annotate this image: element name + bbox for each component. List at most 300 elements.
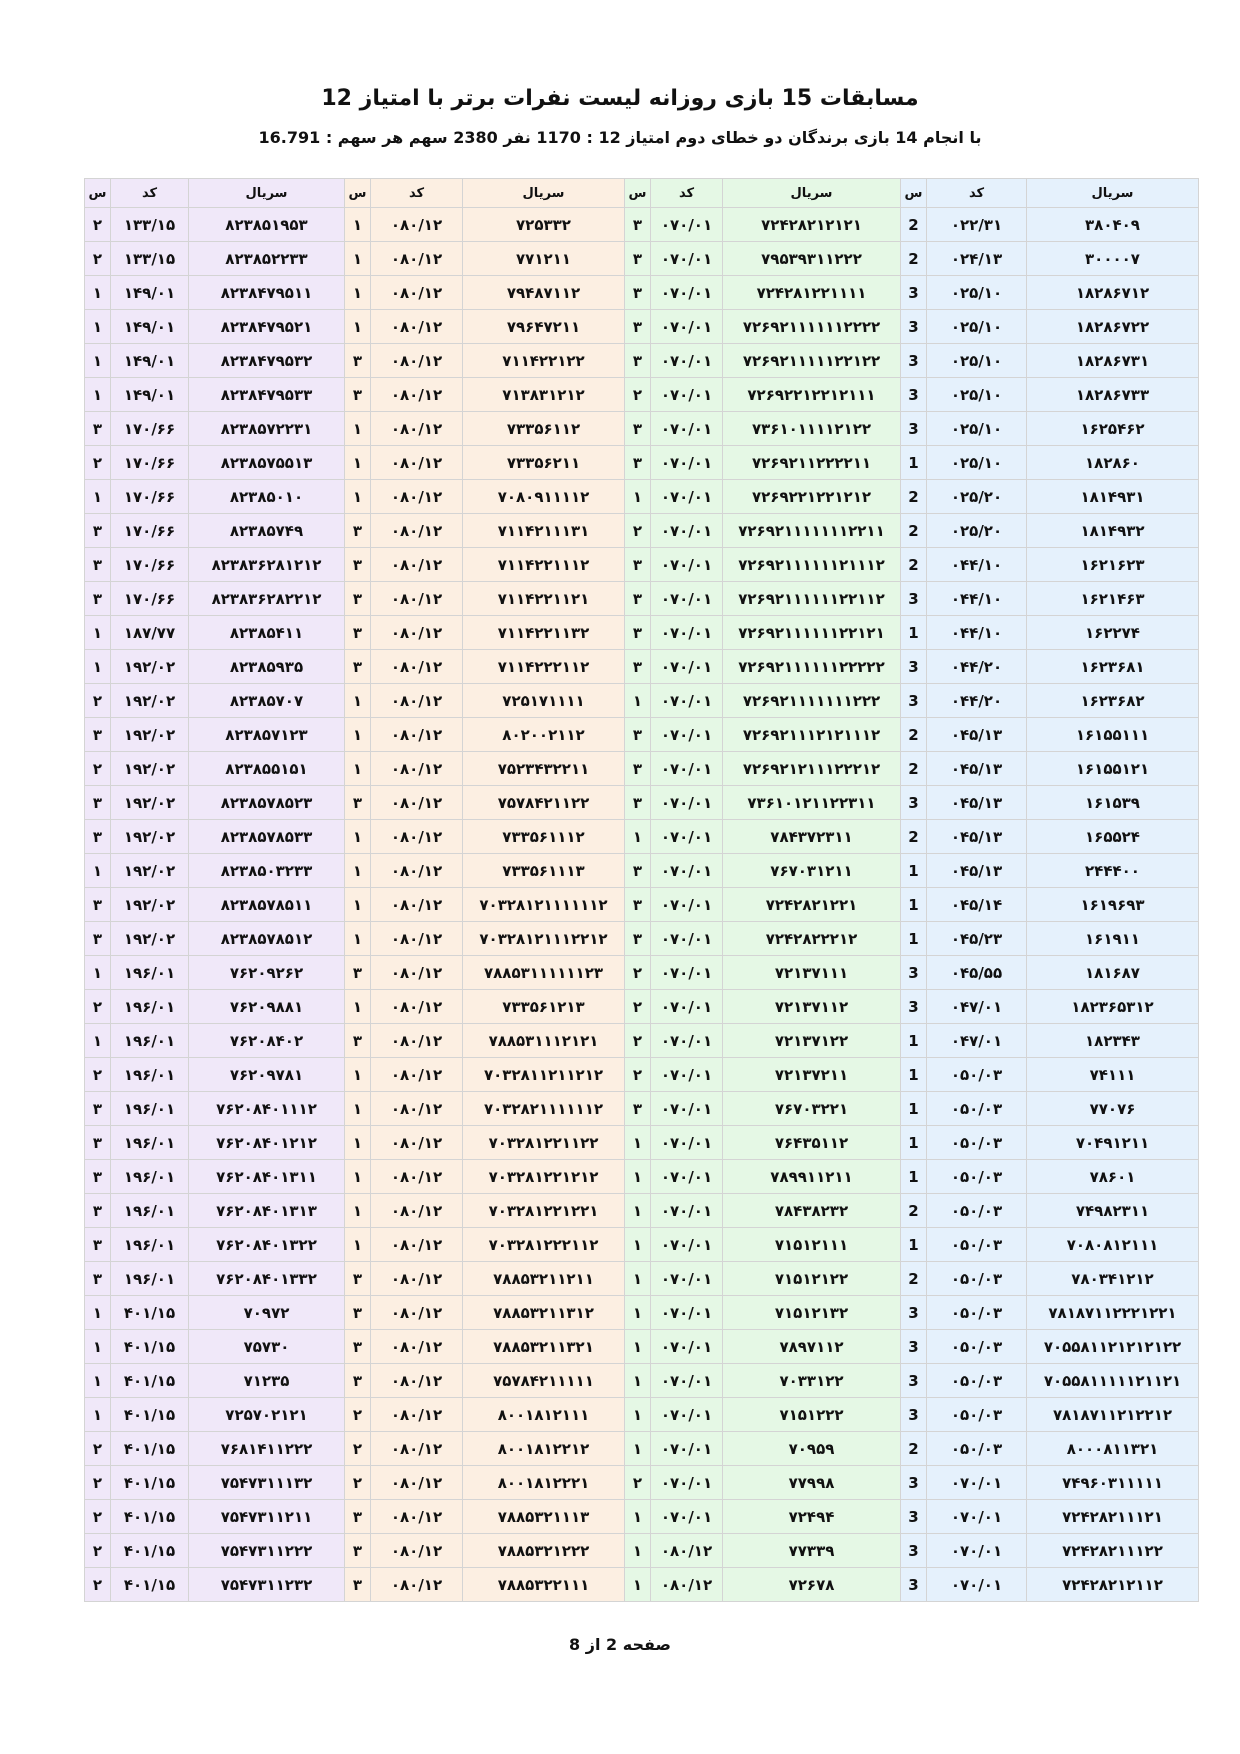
cell-count: ۱	[345, 412, 371, 446]
cell-serial: ۷۲۱۳۷۱۱۲	[723, 990, 901, 1024]
cell-count: ۱	[345, 1160, 371, 1194]
cell-code: ۰۸۰/۱۲	[371, 922, 463, 956]
table-row	[85, 1534, 1199, 1568]
table-row	[85, 1364, 1199, 1398]
cell-count: ۲	[345, 1466, 371, 1500]
cell-count: ۲	[345, 1432, 371, 1466]
cell-code: ۰۸۰/۱۲	[371, 310, 463, 344]
cell-count: ۱	[85, 1330, 111, 1364]
cell-serial: ۸۲۳۸۵۵۱۵۱	[189, 752, 345, 786]
cell-code: ۰۷۰/۰۱	[651, 1160, 723, 1194]
cell-serial: ۷۷۰۷۶	[1027, 1092, 1199, 1126]
cell-serial: ۱۶۲۳۶۸۲	[1027, 684, 1199, 718]
cell-serial: ۸۲۳۸۵۰۳۲۳۳	[189, 854, 345, 888]
table-row	[85, 1432, 1199, 1466]
cell-serial: ۷۱۱۴۲۲۲۱۱۲	[463, 650, 625, 684]
cell-serial: ۷۵۴۷۳۱۱۲۳۲	[189, 1568, 345, 1602]
cell-serial: ۷۲۴۲۸۲۱۱۱۲۲	[1027, 1534, 1199, 1568]
cell-code: ۰۴۴/۱۰	[927, 548, 1027, 582]
cell-count: 1	[901, 922, 927, 956]
cell-count: ۱	[625, 1364, 651, 1398]
cell-serial: ۷۲۶۹۲۱۱۱۱۱۱۱۲۲۲	[723, 684, 901, 718]
cell-serial: ۱۶۱۹۶۹۳	[1027, 888, 1199, 922]
cell-serial: ۷۲۵۷۰۲۱۲۱	[189, 1398, 345, 1432]
cell-code: ۴۰۱/۱۵	[111, 1500, 189, 1534]
cell-serial: ۱۶۵۵۲۴	[1027, 820, 1199, 854]
cell-code: ۰۷۰/۰۱	[651, 446, 723, 480]
table-row	[85, 1500, 1199, 1534]
cell-serial: ۷۵۴۷۳۱۱۲۲۲	[189, 1534, 345, 1568]
cell-count: 3	[901, 990, 927, 1024]
cell-count: ۲	[85, 684, 111, 718]
cell-code: ۰۸۰/۱۲	[371, 1330, 463, 1364]
cell-serial: ۱۶۲۳۶۸۱	[1027, 650, 1199, 684]
cell-code: ۰۸۰/۱۲	[371, 276, 463, 310]
header-code: کد	[111, 179, 189, 208]
cell-serial: ۷۰۳۲۸۱۲۲۲۱۱۲	[463, 1228, 625, 1262]
cell-count: 1	[901, 1058, 927, 1092]
cell-serial: ۷۱۱۴۲۱۱۱۳۱	[463, 514, 625, 548]
table-row	[85, 1126, 1199, 1160]
cell-count: ۱	[345, 480, 371, 514]
cell-code: ۰۷۰/۰۱	[651, 378, 723, 412]
cell-serial: ۷۲۱۳۷۱۲۲	[723, 1024, 901, 1058]
cell-code: ۴۰۱/۱۵	[111, 1534, 189, 1568]
cell-code: ۰۸۰/۱۲	[371, 1296, 463, 1330]
cell-serial: ۸۰۲۰۰۲۱۱۲	[463, 718, 625, 752]
cell-code: ۰۷۰/۰۱	[651, 412, 723, 446]
cell-count: ۳	[625, 854, 651, 888]
cell-count: ۱	[85, 378, 111, 412]
cell-code: ۰۵۰/۰۳	[927, 1432, 1027, 1466]
cell-serial: ۷۷۱۲۱۱	[463, 242, 625, 276]
table-row	[85, 956, 1199, 990]
cell-code: ۰۸۰/۱۲	[371, 718, 463, 752]
cell-count: ۲	[85, 1534, 111, 1568]
cell-code: ۰۷۰/۰۱	[927, 1466, 1027, 1500]
cell-count: ۳	[625, 616, 651, 650]
cell-serial: ۱۸۲۸۶۷۳۱	[1027, 344, 1199, 378]
cell-code: ۰۴۵/۵۵	[927, 956, 1027, 990]
cell-count: ۳	[625, 548, 651, 582]
cell-serial: ۸۲۳۸۴۷۹۵۳۲	[189, 344, 345, 378]
cell-serial: ۷۰۸۰۸۱۲۱۱۱	[1027, 1228, 1199, 1262]
table-row	[85, 1194, 1199, 1228]
cell-serial: ۸۲۳۸۴۷۹۵۲۱	[189, 310, 345, 344]
cell-serial: ۷۶۲۰۹۸۸۱	[189, 990, 345, 1024]
cell-code: ۴۰۱/۱۵	[111, 1364, 189, 1398]
cell-code: ۰۴۷/۰۱	[927, 1024, 1027, 1058]
cell-serial: ۸۲۳۸۵۷۸۵۳۳	[189, 820, 345, 854]
cell-serial: ۷۲۶۹۲۱۲۱۱۱۲۲۲۱۲	[723, 752, 901, 786]
cell-code: ۰۵۰/۰۳	[927, 1194, 1027, 1228]
cell-serial: ۷۶۲۰۸۴۰۱۳۱۳	[189, 1194, 345, 1228]
cell-serial: ۷۹۵۳۹۳۱۱۲۲۲	[723, 242, 901, 276]
cell-count: 2	[901, 548, 927, 582]
cell-serial: ۸۰۰۱۸۱۲۲۱۲	[463, 1432, 625, 1466]
cell-code: ۰۴۵/۲۳	[927, 922, 1027, 956]
cell-code: ۰۸۰/۱۲	[371, 1262, 463, 1296]
cell-count: 3	[901, 1398, 927, 1432]
cell-count: ۱	[625, 684, 651, 718]
cell-code: ۰۸۰/۱۲	[371, 1568, 463, 1602]
cell-serial: ۸۲۳۸۵۷۴۹	[189, 514, 345, 548]
cell-serial: ۷۲۶۹۲۱۱۱۱۱۱۲۲۲۲	[723, 310, 901, 344]
cell-serial: ۸۲۳۸۵۴۱۱	[189, 616, 345, 650]
header-serial: سریال	[723, 179, 901, 208]
cell-code: ۴۰۱/۱۵	[111, 1296, 189, 1330]
cell-count: ۳	[85, 1126, 111, 1160]
cell-code: ۱۹۶/۰۱	[111, 1194, 189, 1228]
page-title: مسابقات 15 بازی روزانه لیست نفرات برتر با امتیاز 12	[321, 86, 919, 111]
cell-serial: ۸۲۳۸۳۶۲۸۱۲۱۲	[189, 548, 345, 582]
cell-count: ۲	[625, 1024, 651, 1058]
cell-count: 3	[901, 310, 927, 344]
cell-serial: ۷۱۱۴۲۲۱۱۳۲	[463, 616, 625, 650]
cell-serial: ۷۱۵۱۲۲۲	[723, 1398, 901, 1432]
cell-serial: ۷۸۴۳۷۲۳۱۱	[723, 820, 901, 854]
cell-code: ۰۴۵/۱۳	[927, 752, 1027, 786]
cell-serial: ۷۸۹۷۱۱۲	[723, 1330, 901, 1364]
cell-code: ۰۸۰/۱۲	[371, 548, 463, 582]
cell-serial: ۷۰۳۲۸۱۱۲۱۱۲۱۲	[463, 1058, 625, 1092]
cell-code: ۱۹۲/۰۲	[111, 888, 189, 922]
cell-code: ۰۸۰/۱۲	[371, 344, 463, 378]
cell-count: ۱	[625, 1500, 651, 1534]
cell-serial: ۱۸۱۴۹۳۱	[1027, 480, 1199, 514]
cell-serial: ۷۸۸۵۳۲۱۱۳۱۲	[463, 1296, 625, 1330]
cell-serial: ۸۲۳۸۴۷۹۵۱۱	[189, 276, 345, 310]
cell-code: ۰۷۰/۰۱	[651, 548, 723, 582]
cell-count: ۲	[345, 1398, 371, 1432]
header-count: س	[625, 179, 651, 208]
cell-count: 2	[901, 1194, 927, 1228]
cell-count: ۳	[345, 1262, 371, 1296]
cell-code: ۱۳۳/۱۵	[111, 242, 189, 276]
table-row	[85, 514, 1199, 548]
cell-count: ۱	[345, 1126, 371, 1160]
cell-code: ۱۹۲/۰۲	[111, 854, 189, 888]
cell-count: ۱	[625, 1534, 651, 1568]
cell-serial: ۱۸۲۸۶۷۳۳	[1027, 378, 1199, 412]
cell-code: ۰۸۰/۱۲	[371, 480, 463, 514]
cell-code: ۰۷۰/۰۱	[651, 1262, 723, 1296]
cell-serial: ۷۳۳۵۶۲۱۱	[463, 446, 625, 480]
cell-code: ۰۸۰/۱۲	[371, 1228, 463, 1262]
cell-count: 1	[901, 1228, 927, 1262]
cell-count: ۱	[345, 684, 371, 718]
cell-serial: ۷۲۶۹۲۱۱۱۲۱۲۱۱۱۲	[723, 718, 901, 752]
cell-count: ۳	[85, 718, 111, 752]
cell-serial: ۷۱۵۱۲۱۲۲	[723, 1262, 901, 1296]
cell-code: ۴۰۱/۱۵	[111, 1398, 189, 1432]
cell-count: ۳	[345, 650, 371, 684]
cell-count: ۱	[85, 1364, 111, 1398]
table-body	[85, 208, 1199, 1602]
cell-code: ۰۸۰/۱۲	[371, 1364, 463, 1398]
cell-count: ۳	[345, 548, 371, 582]
cell-serial: ۷۰۳۲۸۲۱۱۱۱۱۱۲	[463, 1092, 625, 1126]
cell-code: ۱۹۲/۰۲	[111, 684, 189, 718]
cell-count: 3	[901, 650, 927, 684]
cell-count: ۳	[345, 582, 371, 616]
cell-serial: ۸۲۳۸۵۰۱۰	[189, 480, 345, 514]
cell-serial: ۱۶۲۱۴۶۳	[1027, 582, 1199, 616]
cell-serial: ۲۴۴۴۰۰	[1027, 854, 1199, 888]
cell-serial: ۷۶۲۰۸۴۰۱۳۳۲	[189, 1262, 345, 1296]
cell-code: ۰۸۰/۱۲	[371, 956, 463, 990]
cell-count: ۳	[625, 752, 651, 786]
cell-serial: ۷۲۶۹۲۱۱۱۱۱۱۲۲۱۲۱	[723, 616, 901, 650]
cell-code: ۱۹۲/۰۲	[111, 752, 189, 786]
cell-count: ۱	[625, 1398, 651, 1432]
cell-code: ۱۴۹/۰۱	[111, 310, 189, 344]
page-number: صفحه 2 از 8	[569, 1635, 671, 1654]
cell-serial: ۱۸۲۳۴۳	[1027, 1024, 1199, 1058]
page-subtitle: با انجام 14 بازی برندگان دو خطای دوم امتیاز 12 : 1170 نفر 2380 سهم هر سهم : 16.791	[258, 128, 982, 147]
table-row	[85, 820, 1199, 854]
cell-code: ۱۴۹/۰۱	[111, 378, 189, 412]
cell-code: ۰۷۰/۰۱	[651, 684, 723, 718]
cell-serial: ۷۰۳۲۸۱۲۲۱۱۲۲	[463, 1126, 625, 1160]
header-serial: سریال	[1027, 179, 1199, 208]
cell-count: 2	[901, 1432, 927, 1466]
cell-count: 2	[901, 514, 927, 548]
cell-serial: ۷۰۹۷۲	[189, 1296, 345, 1330]
cell-serial: ۱۸۲۸۶۰	[1027, 446, 1199, 480]
cell-count: ۳	[85, 514, 111, 548]
cell-count: ۱	[345, 820, 371, 854]
cell-count: ۳	[625, 650, 651, 684]
cell-count: 2	[901, 718, 927, 752]
cell-count: ۱	[625, 1296, 651, 1330]
cell-serial: ۷۲۴۲۸۲۱۲۲۱	[723, 888, 901, 922]
table-row	[85, 412, 1199, 446]
cell-code: ۰۸۰/۱۲	[371, 1024, 463, 1058]
cell-serial: ۷۲۶۹۲۱۱۱۱۱۱۲۲۲۲۲	[723, 650, 901, 684]
cell-serial: ۷۳۶۱۰۱۱۱۱۲۱۲۲	[723, 412, 901, 446]
results-table	[84, 178, 1199, 1602]
cell-serial: ۱۸۲۸۶۷۲۲	[1027, 310, 1199, 344]
cell-count: 3	[901, 1534, 927, 1568]
cell-code: ۰۴۵/۱۴	[927, 888, 1027, 922]
cell-code: ۰۸۰/۱۲	[371, 616, 463, 650]
cell-serial: ۸۲۳۸۵۱۹۵۳	[189, 208, 345, 242]
cell-serial: ۷۴۹۶۰۳۱۱۱۱۱	[1027, 1466, 1199, 1500]
cell-serial: ۷۶۲۰۸۴۰۲	[189, 1024, 345, 1058]
cell-code: ۰۸۰/۱۲	[371, 1092, 463, 1126]
cell-code: ۰۸۰/۱۲	[371, 990, 463, 1024]
cell-serial: ۷۸۶۰۱	[1027, 1160, 1199, 1194]
cell-code: ۰۵۰/۰۳	[927, 1296, 1027, 1330]
cell-code: ۰۷۰/۰۱	[651, 888, 723, 922]
cell-code: ۰۷۰/۰۱	[651, 1092, 723, 1126]
table-row	[85, 310, 1199, 344]
cell-count: ۳	[85, 820, 111, 854]
cell-count: 1	[901, 1160, 927, 1194]
cell-serial: ۸۲۳۸۵۷۸۵۱۲	[189, 922, 345, 956]
cell-code: ۰۵۰/۰۳	[927, 1364, 1027, 1398]
cell-code: ۰۸۰/۱۲	[371, 1466, 463, 1500]
cell-code: ۰۷۰/۰۱	[651, 752, 723, 786]
cell-code: ۱۹۶/۰۱	[111, 1262, 189, 1296]
cell-code: ۰۸۰/۱۲	[371, 820, 463, 854]
cell-count: 1	[901, 616, 927, 650]
cell-code: ۰۲۵/۱۰	[927, 446, 1027, 480]
table-row	[85, 616, 1199, 650]
cell-serial: ۷۲۱۳۷۲۱۱	[723, 1058, 901, 1092]
header-code: کد	[371, 179, 463, 208]
cell-serial: ۷۵۷۸۴۲۱۱۱۱۱	[463, 1364, 625, 1398]
cell-code: ۰۲۲/۳۱	[927, 208, 1027, 242]
cell-serial: ۸۰۰۰۸۱۱۳۲۱	[1027, 1432, 1199, 1466]
cell-code: ۰۴۵/۱۳	[927, 820, 1027, 854]
cell-count: ۱	[345, 888, 371, 922]
cell-count: ۳	[625, 1092, 651, 1126]
table-row	[85, 1024, 1199, 1058]
cell-serial: ۷۱۱۴۲۲۱۲۲	[463, 344, 625, 378]
cell-code: ۱۹۶/۰۱	[111, 1092, 189, 1126]
table-row	[85, 684, 1199, 718]
cell-serial: ۱۶۲۵۴۶۲	[1027, 412, 1199, 446]
cell-count: ۳	[345, 956, 371, 990]
cell-code: ۰۸۰/۱۲	[371, 854, 463, 888]
table-row	[85, 208, 1199, 242]
cell-serial: ۱۸۱۶۸۷	[1027, 956, 1199, 990]
cell-code: ۰۵۰/۰۳	[927, 1126, 1027, 1160]
cell-count: ۳	[625, 888, 651, 922]
cell-code: ۰۸۰/۱۲	[371, 752, 463, 786]
cell-code: ۰۸۰/۱۲	[371, 208, 463, 242]
cell-count: ۱	[625, 1262, 651, 1296]
cell-code: ۰۷۰/۰۱	[651, 1398, 723, 1432]
cell-count: ۳	[625, 922, 651, 956]
table-row	[85, 1330, 1199, 1364]
cell-code: ۰۲۵/۱۰	[927, 412, 1027, 446]
cell-serial: ۷۸۸۵۳۲۱۱۱۳	[463, 1500, 625, 1534]
cell-code: ۰۴۵/۱۳	[927, 786, 1027, 820]
cell-count: ۱	[625, 1330, 651, 1364]
cell-count: 2	[901, 752, 927, 786]
table-row	[85, 1228, 1199, 1262]
cell-count: ۳	[625, 276, 651, 310]
cell-count: 3	[901, 956, 927, 990]
cell-code: ۰۷۰/۰۱	[651, 956, 723, 990]
cell-serial: ۱۶۱۵۳۹	[1027, 786, 1199, 820]
cell-count: ۱	[345, 1058, 371, 1092]
cell-serial: ۷۰۳۲۸۱۲۱۱۱۱۱۱۲	[463, 888, 625, 922]
cell-count: ۱	[85, 480, 111, 514]
cell-code: ۰۴۵/۱۳	[927, 718, 1027, 752]
cell-count: 3	[901, 1330, 927, 1364]
cell-count: ۳	[345, 1296, 371, 1330]
cell-code: ۱۹۲/۰۲	[111, 650, 189, 684]
cell-count: ۳	[625, 412, 651, 446]
cell-code: ۰۵۰/۰۳	[927, 1398, 1027, 1432]
cell-count: 3	[901, 1466, 927, 1500]
cell-code: ۰۷۰/۰۱	[651, 1466, 723, 1500]
cell-code: ۰۸۰/۱۲	[371, 514, 463, 548]
cell-count: ۱	[345, 922, 371, 956]
table-row	[85, 548, 1199, 582]
cell-serial: ۸۲۳۸۵۷۲۲۳۱	[189, 412, 345, 446]
cell-code: ۰۸۰/۱۲	[371, 888, 463, 922]
cell-serial: ۸۲۳۸۴۷۹۵۳۳	[189, 378, 345, 412]
cell-code: ۰۷۰/۰۱	[651, 480, 723, 514]
cell-serial: ۷۴۹۸۲۳۱۱	[1027, 1194, 1199, 1228]
cell-code: ۰۷۰/۰۱	[651, 650, 723, 684]
cell-code: ۰۸۰/۱۲	[371, 1194, 463, 1228]
cell-serial: ۷۶۷۰۳۱۲۱۱	[723, 854, 901, 888]
cell-count: ۱	[85, 616, 111, 650]
cell-code: ۰۸۰/۱۲	[371, 786, 463, 820]
cell-serial: ۱۶۲۲۷۴	[1027, 616, 1199, 650]
cell-code: ۰۷۰/۰۱	[651, 242, 723, 276]
cell-count: ۳	[345, 1364, 371, 1398]
cell-code: ۱۷۰/۶۶	[111, 514, 189, 548]
cell-code: ۰۵۰/۰۳	[927, 1092, 1027, 1126]
cell-code: ۰۷۰/۰۱	[651, 1432, 723, 1466]
cell-code: ۰۷۰/۰۱	[651, 208, 723, 242]
cell-count: 3	[901, 1500, 927, 1534]
cell-count: ۲	[85, 446, 111, 480]
cell-serial: ۸۲۳۸۵۷۸۵۲۳	[189, 786, 345, 820]
table-row	[85, 446, 1199, 480]
cell-count: ۳	[625, 786, 651, 820]
cell-count: ۳	[345, 786, 371, 820]
cell-count: ۲	[85, 1466, 111, 1500]
cell-code: ۱۹۶/۰۱	[111, 1058, 189, 1092]
cell-serial: ۷۲۴۹۴	[723, 1500, 901, 1534]
cell-count: ۱	[345, 990, 371, 1024]
cell-serial: ۷۱۱۴۲۲۱۱۱۲	[463, 548, 625, 582]
cell-count: ۱	[625, 1432, 651, 1466]
cell-code: ۰۲۵/۱۰	[927, 276, 1027, 310]
cell-serial: ۷۲۶۹۲۲۱۲۲۱۲۱۲	[723, 480, 901, 514]
cell-serial: ۷۹۶۴۷۲۱۱	[463, 310, 625, 344]
header-count: س	[345, 179, 371, 208]
cell-code: ۰۷۰/۰۱	[651, 1296, 723, 1330]
table-row	[85, 752, 1199, 786]
cell-count: ۲	[85, 1568, 111, 1602]
cell-code: ۱۹۶/۰۱	[111, 1126, 189, 1160]
cell-count: ۳	[345, 344, 371, 378]
cell-count: ۱	[625, 1160, 651, 1194]
cell-code: ۰۷۰/۰۱	[651, 276, 723, 310]
cell-code: ۰۷۰/۰۱	[651, 1228, 723, 1262]
cell-serial: ۸۲۳۸۵۲۲۳۳	[189, 242, 345, 276]
cell-count: 2	[901, 208, 927, 242]
cell-serial: ۷۲۱۳۷۱۱۱	[723, 956, 901, 990]
cell-count: ۱	[345, 446, 371, 480]
cell-count: ۳	[345, 1568, 371, 1602]
cell-code: ۰۷۰/۰۱	[651, 1364, 723, 1398]
cell-count: ۱	[345, 718, 371, 752]
cell-count: ۱	[85, 310, 111, 344]
cell-serial: ۱۶۱۹۱۱	[1027, 922, 1199, 956]
cell-code: ۱۹۲/۰۲	[111, 820, 189, 854]
table-row	[85, 854, 1199, 888]
cell-count: ۲	[625, 1058, 651, 1092]
cell-code: ۰۴۴/۱۰	[927, 616, 1027, 650]
cell-serial: ۷۸۸۵۳۲۱۱۳۲۱	[463, 1330, 625, 1364]
cell-code: ۰۸۰/۱۲	[371, 1160, 463, 1194]
cell-serial: ۷۳۳۵۶۱۱۱۲	[463, 820, 625, 854]
cell-serial: ۸۲۳۸۵۷۰۷	[189, 684, 345, 718]
cell-code: ۰۵۰/۰۳	[927, 1262, 1027, 1296]
cell-serial: ۷۲۵۱۷۱۱۱۱	[463, 684, 625, 718]
cell-code: ۰۷۰/۰۱	[927, 1534, 1027, 1568]
